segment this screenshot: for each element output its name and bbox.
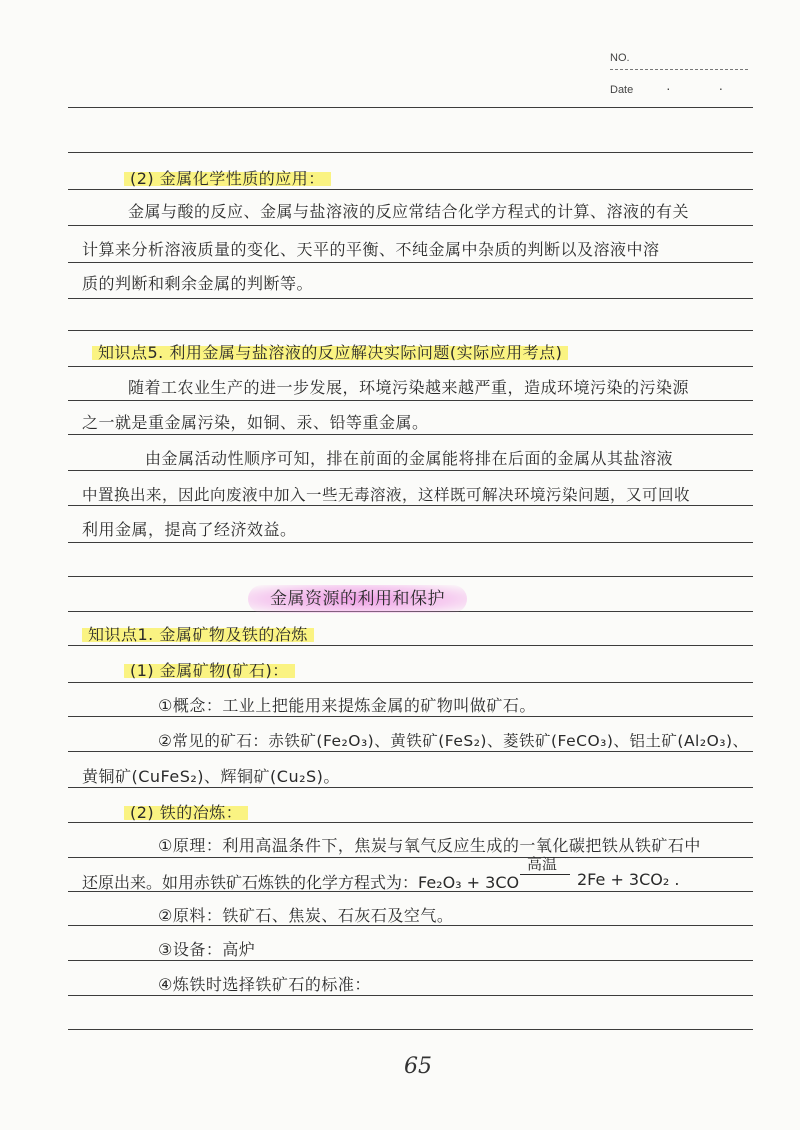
ruled-line [68, 542, 753, 543]
ruled-line [68, 470, 753, 471]
ruled-line [68, 366, 753, 367]
reaction-condition: 高温 [527, 855, 558, 873]
ruled-line [68, 505, 753, 506]
ruled-line [68, 857, 753, 858]
paragraph-line: 随着工农业生产的进一步发展，环境污染越来越严重，造成环境污染的污染源 [128, 378, 690, 397]
paragraph-line: ③设备：高炉 [158, 940, 256, 959]
paragraph-line: 金属与酸的反应、金属与盐溶液的反应常结合化学方程式的计算、溶液的有关 [128, 202, 690, 221]
ruled-line [68, 787, 753, 788]
ruled-line [68, 107, 753, 108]
ruled-line [68, 434, 753, 435]
ruled-line [68, 960, 753, 961]
date-label: Date [610, 84, 634, 96]
knowledge-point-heading: 知识点1. 金属矿物及铁的冶炼 [82, 625, 314, 645]
paragraph-line: 计算来分析溶液质量的变化、天平的平衡、不纯金属中杂质的判断以及溶液中溶 [82, 240, 660, 259]
section-heading: (2) 金属化学性质的应用： [124, 169, 331, 189]
date-dots: · · [666, 80, 746, 96]
paragraph-line: ④炼铁时选择铁矿石的标准： [158, 975, 371, 994]
knowledge-point-heading: 知识点5. 利用金属与盐溶液的反应解决实际问题(实际应用考点) [92, 343, 568, 363]
ruled-line [68, 682, 753, 683]
ruled-line [68, 1029, 753, 1030]
reaction-arrow [520, 874, 570, 875]
paragraph-line: 利用金属，提高了经济效益。 [82, 520, 297, 539]
page-number: 65 [404, 1054, 432, 1079]
no-label: NO. [610, 52, 630, 64]
ruled-line [68, 576, 753, 577]
ruled-line [68, 298, 753, 299]
paragraph-line: 之一就是重金属污染，如铜、汞、铅等重金属。 [82, 413, 429, 432]
ruled-line [68, 262, 753, 263]
subsection-heading: (2) 铁的冶炼： [124, 803, 248, 823]
ruled-line [68, 400, 753, 401]
paragraph-line: ②常见的矿石：赤铁矿(Fe₂O₃)、黄铁矿(FeS₂)、菱铁矿(FeCO₃)、铝土矿(Al₂O₃)、 [158, 732, 749, 750]
paragraph-line: 中置换出来，因此向废液中加入一些无毒溶液，这样既可解决环境污染问题，又可回收 [82, 486, 691, 504]
paragraph-line: 黄铜矿(CuFeS₂)、辉铜矿(Cu₂S)。 [82, 767, 340, 786]
paragraph-line: ②原料：铁矿石、焦炭、石灰石及空气。 [158, 906, 454, 925]
ruled-line [68, 225, 753, 226]
equation-products: 2Fe + 3CO₂ . [577, 870, 680, 889]
chapter-title: 金属资源的利用和保护 [248, 589, 467, 609]
ruled-line [68, 152, 753, 153]
ruled-line [68, 189, 753, 190]
ruled-line [68, 751, 753, 752]
paragraph-line: 由金属活动性顺序可知，排在前面的金属能将排在后面的金属从其盐溶液 [145, 449, 674, 468]
ruled-line [68, 645, 753, 646]
equation-line: 还原出来。如用赤铁矿石炼铁的化学方程式为：Fe₂O₃ + 3CO [82, 873, 520, 892]
ruled-line [68, 716, 753, 717]
header-dash-line [610, 69, 748, 70]
paragraph-line: ①原理：利用高温条件下，焦炭与氧气反应生成的一氧化碳把铁从铁矿石中 [158, 836, 701, 855]
paragraph-line: ①概念：工业上把能用来提炼金属的矿物叫做矿石。 [158, 696, 536, 715]
subsection-heading: (1) 金属矿物(矿石)： [124, 661, 295, 681]
ruled-line [68, 330, 753, 331]
paragraph-line: 质的判断和剩余金属的判断等。 [82, 274, 314, 293]
ruled-line [68, 995, 753, 996]
